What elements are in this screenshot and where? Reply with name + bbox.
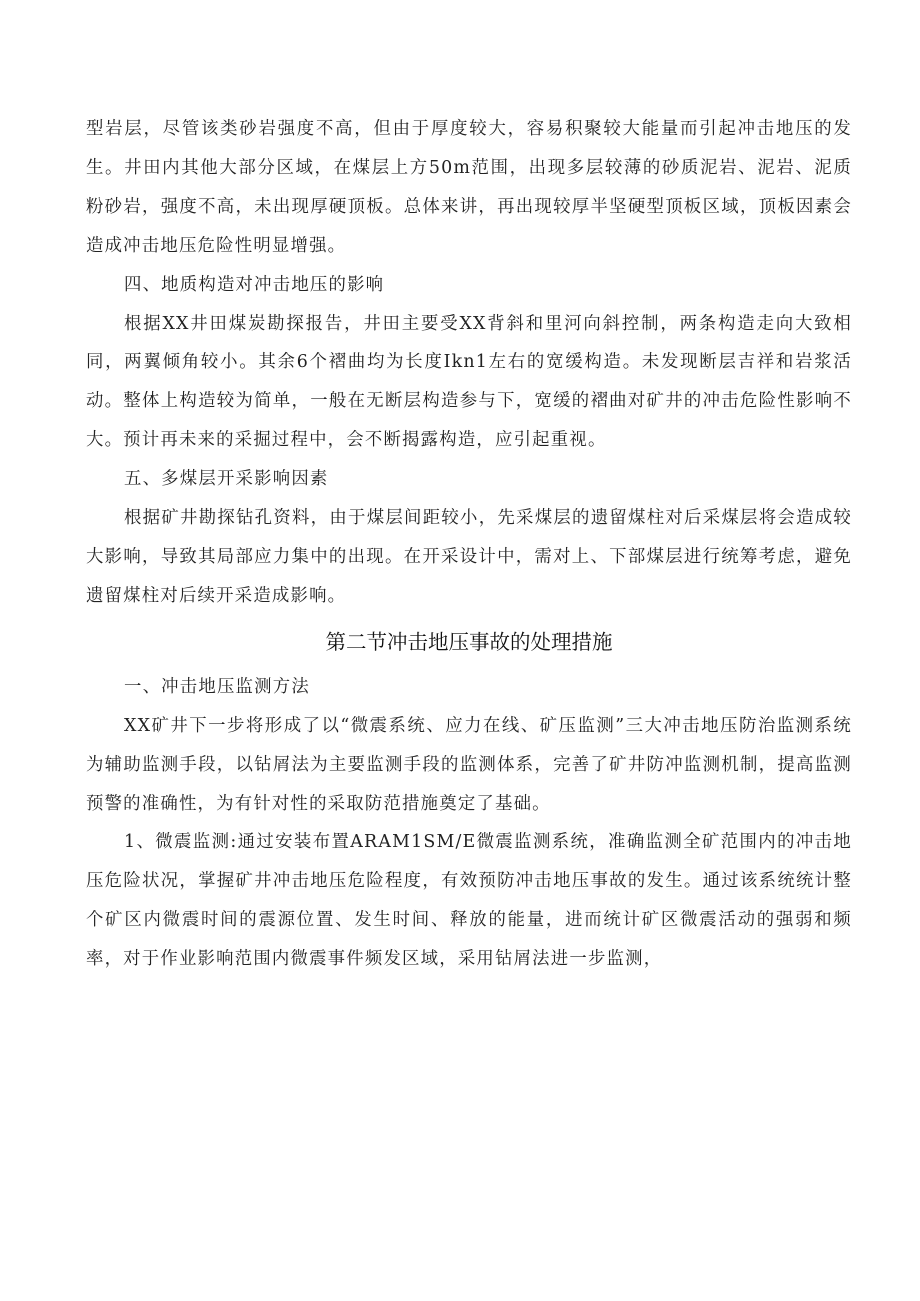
paragraph-geological-structure: 根据XX井田煤炭勘探报告，井田主要受XX背斜和里河向斜控制，两条构造走向大致相同，两翼倾角较小。其余6个褶曲均为长度Ikn1左右的宽缓构造。未发现断层吉祥和岩浆活动。整体上构造较为简单，一般在无断层构造参与下，宽缓的褶曲对矿井的冲击危险性影响不大。预计再未来的采掘过程中，会不断揭露构造，应引起重视。 xyxy=(86,313,852,451)
paragraph-microseismic-monitoring: 1、微震监测:通过安装布置ARAM1SM/E微震监测系统，准确监测全矿范围内的冲击地压危险状况，掌握矿井冲击地压危险程度，有效预防冲击地压事故的发生。通过该系统统计整个矿区内微震时间的震源位置、发生时间、释放的能量，进而统计矿区微震活动的强弱和频率，对于作业影响范围内微震事件频发区域，采用钻屑法进一步监测， xyxy=(86,832,852,970)
document-body xyxy=(86,110,852,979)
section-heading-monitoring-methods: 一、冲击地压监测方法 xyxy=(124,676,310,697)
paragraph-monitoring-system: XX矿井下一步将形成了以“微震系统、应力在线、矿压监测”三大冲击地压防治监测系统为辅助监测手段，以钻屑法为主要监测手段的监测体系，完善了矿井防冲监测机制，提高监测预警的准确性，为有针对性的采取防范措施奠定了基础。 xyxy=(86,715,852,814)
paragraph-roof-strata: 型岩层，尽管该类砂岩强度不高，但由于厚度较大，容易积聚较大能量而引起冲击地压的发生。井田内其他大部分区域，在煤层上方50m范围，出现多层较薄的砂质泥岩、泥岩、泥质粉砂岩，强度不高，未出现厚硬顶板。总体来讲，再出现较厚半坚硬型顶板区域，顶板因素会造成冲击地压危险性明显增强。 xyxy=(86,119,852,256)
section-heading-geological-structure: 四、地质构造对冲击地压的影响 xyxy=(124,274,385,295)
paragraph-multi-seam-mining: 根据矿井勘探钻孔资料，由于煤层间距较小，先采煤层的遗留煤柱对后采煤层将会造成较大影响，导致其局部应力集中的出现。在开采设计中，需对上、下部煤层进行统筹考虑，避免遗留煤柱对后续开采造成影响。 xyxy=(86,508,852,606)
section-title: 第二节冲击地压事故的处理措施 xyxy=(325,629,613,654)
section-heading-multi-seam-mining: 五、多煤层开采影响因素 xyxy=(124,469,329,490)
